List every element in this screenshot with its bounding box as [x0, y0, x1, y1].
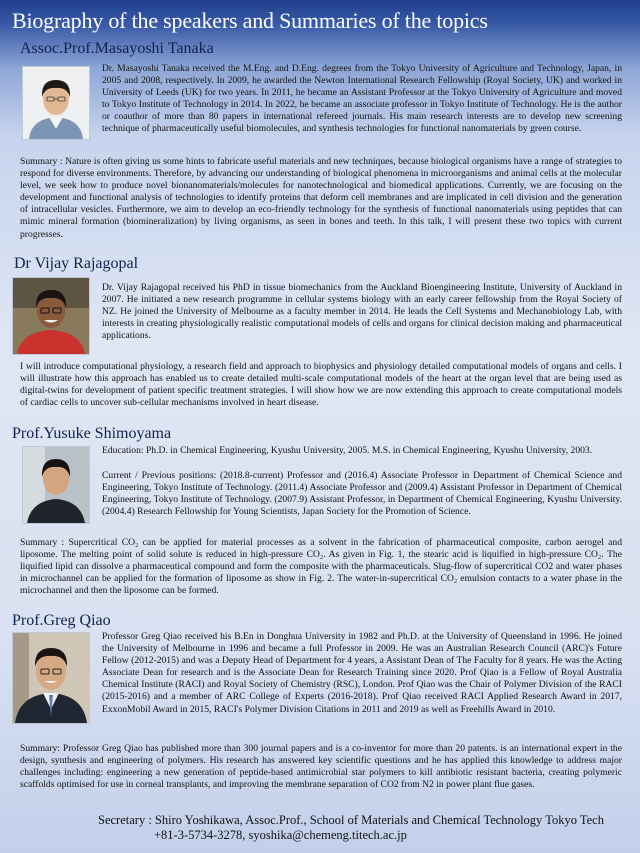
bio-rajagopal: Dr. Vijay Rajagopal received his PhD in tissue biomechanics from the Auckland Bioengineering Institute, University of Auckland in 2007. He initiated a new research programme in cellular systems biology with an early career fellowship from the Royal Society of NZ. He joined the University of Melbourne as a faculty member in 2014. He leads the Cell Systems and Mechanobiology Lab, with interests in creating physiologically realistic computational models of cells and organs for clinical decision making and pharmaceutical applications.: [102, 282, 622, 342]
photo-shimoyama: [22, 446, 90, 524]
portrait-photo-icon: [23, 447, 89, 523]
photo-rajagopal: [12, 277, 90, 355]
summary-shimoyama: Summary : Supercritical CO₂ can be applied for material processes as a solvent in the fabrication of pharmaceutical composite, carbon aerogel and liposome. The melting point of solid solute is reduced in high-pressure CO₂. As given in Fig. 1, the stearic acid is liquified in high-pressure CO₂. The liquified lipid can dissolve a pharmaceutical compound and form the composite with the pharmaceuticals. Slug-flow of supercritical CO2 and water phases in microchannel can be applied for the formation of liposome as show in Fig. 2. The water-in-supercritical CO₂ emulsion contacts to a water phase in the microchannel and then the liposome can be formed.: [20, 537, 622, 597]
speaker-name-rajagopal: Dr Vijay Rajagopal: [14, 255, 139, 272]
speaker-name-qiao: Prof.Greg Qiao: [12, 612, 111, 629]
portrait-photo-icon: [13, 278, 89, 354]
photo-qiao: [12, 632, 90, 724]
bio-shimoyama-education: Education: Ph.D. in Chemical Engineering, Kyushu University, 2005. M.S. in Chemical Engineering, Kyushu University, 2003.: [102, 445, 593, 456]
bio-shimoyama-positions: Current / Previous positions: (2018.8-current) Professor and (2016.4) Associate Professor in Department of Chemical Science and Engineering, Tokyo Institute of Technology. (2011.4) Associate Professor and (2009.4) Assistant Professor in Department of Chemical Engineering, Tokyo Institute of Technology. (2007.9) Assistant Professor, in Department of Chemical Engineering, Kyushu University. (2004.4) Research Fellowship for Young Scientists, Japan Society for the Promotion of Science.: [102, 470, 622, 518]
secretary-line: Secretary : Shiro Yoshikawa, Assoc.Prof., School of Materials and Chemical Technology Tokyo Tech: [98, 813, 604, 827]
bio-tanaka: Dr. Masayoshi Tanaka received the M.Eng. and D.Eng. degrees from the Tokyo University of Agriculture and Technology, Japan, in 2005 and 2008, respectively. In 2009, he awarded the Newton International Research Fellowship (Royal Society, UK) and worked in University of Leeds (UK) for two years. In 2011, he became an Assistant Professor at the Tokyo University of Agriculture and moved to Tokyo Institute of Technology in 2014. In 2022, he became an associate professor in Tokyo Institute of Technology. He is the author or coauthor of more than 80 papers in international refereed journals. His main research interests are to develop new screening technique of pharmaceutically useful biomolecules, and synthesis technologies for functional nanomaterials by green course.: [102, 63, 622, 135]
portrait-photo-icon: [13, 633, 89, 723]
summary-tanaka: Summary : Nature is often giving us some hints to fabricate useful materials and new techniques, because biological organisms have a range of strategies to respond for diverse environments. Therefore, by advancing our understanding of biological phenomena in microorganisms and animal cells at the molecular level, we seek how to produce novel bionanomaterials/molecules for nanotechnological and biomedical applications. Currently, we are focusing on the development and functional analysis of technologies to identify proteins that deform cell membranes and are implicated in cell division and the generation of intracellular vesicles. Furthermore, we aim to develop an eco-friendly technology for the synthesis of functional nanomaterials using peptides that can mimic mineral formation (biomineralization) by living organisms, as seen in bones and teeth. In this talk, I will present these two topics with current progresses.: [20, 156, 622, 240]
portrait-photo-icon: [23, 67, 89, 139]
photo-tanaka: [22, 66, 90, 140]
speaker-name-shimoyama: Prof.Yusuke Shimoyama: [12, 425, 172, 442]
bio-qiao: Professor Greg Qiao received his B.En in Donghua University in 1982 and Ph.D. at the University of Queensland in 1996. He joined the University of Melbourne in 1996 and became a full Professor in 2009. He was an Australian Research Council (ARC)'s Future Fellow (2012-2015) and was a Deputy Head of Department for 4 years, a Assistant Dean of The Faculty for 8 years. He was the Acting Associate Dean for research and is the Associate Dean for Research Training since 2020. Prof Qiao is a Fellow of Royal Australia Chemical Institute (RACI) and Royal Society of Chemistry (RSC), London. Prof Qiao was the Chair of Polymer Division of the RACI (2015-2016) and a member of ARC College of Experts (2016-2018). Prof Qiao received RACI Applied Research Award in 2017, ExxonMobil Award in 2015, RACI's Polymer Division Citations in 2011 and 2019 as well as Freehills Award in 2010.: [102, 631, 622, 715]
speaker-name-tanaka: Assoc.Prof.Masayoshi Tanaka: [20, 40, 214, 57]
page-title: Biography of the speakers and Summaries of the topics: [12, 8, 488, 33]
secretary-contact: [98, 813, 604, 843]
summary-rajagopal: I will introduce computational physiology, a research field and approach to biophysics and physiology detailed computational models of organs and cells. I will illustrate how this approach has enabled us to create detailed multi-scale computational models of the heart at the organ level that are being used as digital-twins for development of patient specific treatment strategies. I will show how we are now extending this approach to create computational models of cardiac cells to uncover sub-cellular mechanisms involved in heart disease.: [20, 361, 622, 409]
secretary-contact-line: +81-3-5734-3278, syoshika@chemeng.titech.ac.jp: [154, 828, 407, 842]
summary-qiao: Summary: Professor Greg Qiao has published more than 300 journal papers and is a co-inventor for more than 20 patents. is an international expert in the design, synthesis and engineering of polymers. His research has answered key scientific questions and he has applied this knowledge to address major challenges including: engineering a new generation of peptide-based antimicrobial star polymers to kill antibiotic resistant bacteria, creating polymeric scaffolds optimised for use in corneal transplants, and improving the membrane separation of CO2 from N2 in power plant flue gases.: [20, 743, 622, 791]
